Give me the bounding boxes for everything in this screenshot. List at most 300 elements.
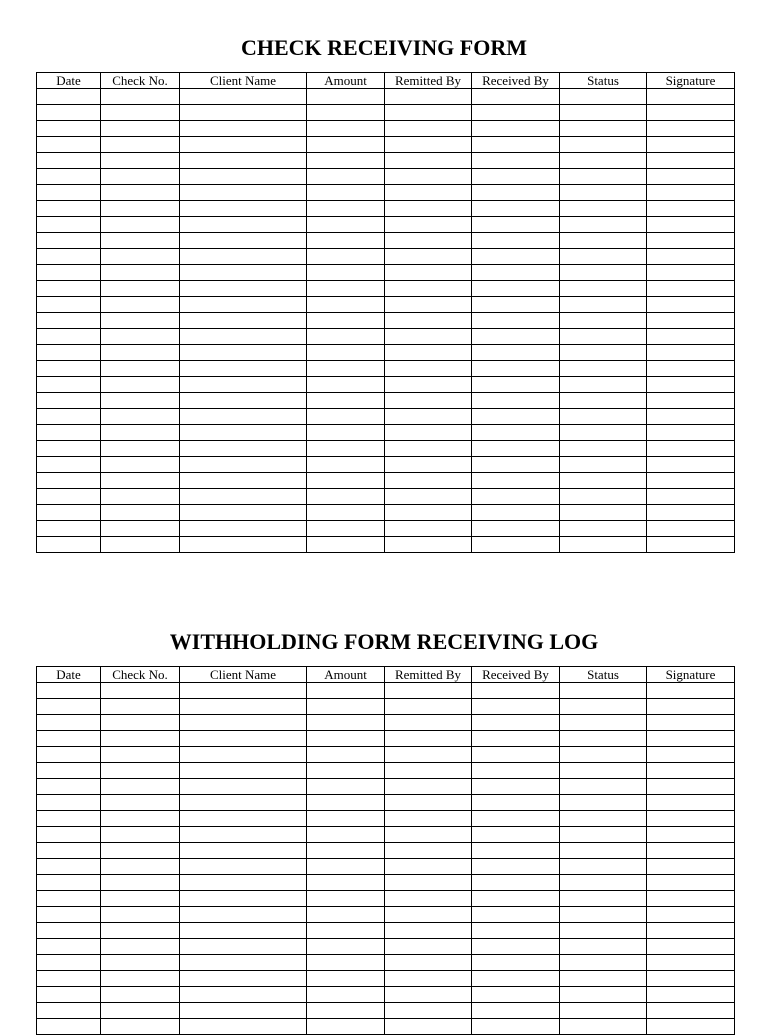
signature-cell[interactable] (647, 505, 735, 521)
remitted-by-cell[interactable] (385, 457, 472, 473)
date-cell[interactable] (37, 699, 101, 715)
amount-cell[interactable] (307, 811, 385, 827)
check-no-cell[interactable] (101, 521, 180, 537)
status-cell[interactable] (560, 137, 647, 153)
check-no-cell[interactable] (101, 505, 180, 521)
amount-cell[interactable] (307, 747, 385, 763)
check-no-cell[interactable] (101, 393, 180, 409)
remitted-by-cell[interactable] (385, 217, 472, 233)
date-cell[interactable] (37, 425, 101, 441)
date-cell[interactable] (37, 441, 101, 457)
client-name-cell[interactable] (180, 907, 307, 923)
received-by-cell[interactable] (472, 731, 560, 747)
status-cell[interactable] (560, 441, 647, 457)
signature-cell[interactable] (647, 265, 735, 281)
client-name-cell[interactable] (180, 313, 307, 329)
status-cell[interactable] (560, 987, 647, 1003)
amount-cell[interactable] (307, 699, 385, 715)
signature-cell[interactable] (647, 393, 735, 409)
amount-cell[interactable] (307, 731, 385, 747)
status-cell[interactable] (560, 393, 647, 409)
amount-cell[interactable] (307, 409, 385, 425)
date-cell[interactable] (37, 281, 101, 297)
amount-cell[interactable] (307, 505, 385, 521)
date-cell[interactable] (37, 891, 101, 907)
remitted-by-cell[interactable] (385, 971, 472, 987)
received-by-cell[interactable] (472, 779, 560, 795)
client-name-cell[interactable] (180, 683, 307, 699)
remitted-by-cell[interactable] (385, 505, 472, 521)
status-cell[interactable] (560, 1019, 647, 1035)
amount-cell[interactable] (307, 169, 385, 185)
date-cell[interactable] (37, 683, 101, 699)
remitted-by-cell[interactable] (385, 1019, 472, 1035)
remitted-by-cell[interactable] (385, 843, 472, 859)
received-by-cell[interactable] (472, 441, 560, 457)
status-cell[interactable] (560, 811, 647, 827)
remitted-by-cell[interactable] (385, 955, 472, 971)
signature-cell[interactable] (647, 425, 735, 441)
check-no-cell[interactable] (101, 859, 180, 875)
amount-cell[interactable] (307, 923, 385, 939)
remitted-by-cell[interactable] (385, 201, 472, 217)
amount-cell[interactable] (307, 779, 385, 795)
remitted-by-cell[interactable] (385, 779, 472, 795)
remitted-by-cell[interactable] (385, 747, 472, 763)
received-by-cell[interactable] (472, 923, 560, 939)
check-no-cell[interactable] (101, 731, 180, 747)
client-name-cell[interactable] (180, 393, 307, 409)
received-by-cell[interactable] (472, 217, 560, 233)
status-cell[interactable] (560, 409, 647, 425)
check-no-cell[interactable] (101, 249, 180, 265)
received-by-cell[interactable] (472, 843, 560, 859)
check-no-cell[interactable] (101, 137, 180, 153)
client-name-cell[interactable] (180, 169, 307, 185)
received-by-cell[interactable] (472, 137, 560, 153)
remitted-by-cell[interactable] (385, 89, 472, 105)
check-no-cell[interactable] (101, 747, 180, 763)
received-by-cell[interactable] (472, 393, 560, 409)
date-cell[interactable] (37, 811, 101, 827)
client-name-cell[interactable] (180, 345, 307, 361)
signature-cell[interactable] (647, 329, 735, 345)
amount-cell[interactable] (307, 441, 385, 457)
check-no-cell[interactable] (101, 105, 180, 121)
client-name-cell[interactable] (180, 795, 307, 811)
date-cell[interactable] (37, 939, 101, 955)
check-no-cell[interactable] (101, 153, 180, 169)
remitted-by-cell[interactable] (385, 795, 472, 811)
remitted-by-cell[interactable] (385, 811, 472, 827)
check-no-cell[interactable] (101, 489, 180, 505)
check-no-cell[interactable] (101, 185, 180, 201)
check-no-cell[interactable] (101, 425, 180, 441)
amount-cell[interactable] (307, 859, 385, 875)
check-no-cell[interactable] (101, 121, 180, 137)
received-by-cell[interactable] (472, 715, 560, 731)
date-cell[interactable] (37, 153, 101, 169)
remitted-by-cell[interactable] (385, 425, 472, 441)
status-cell[interactable] (560, 715, 647, 731)
date-cell[interactable] (37, 473, 101, 489)
received-by-cell[interactable] (472, 537, 560, 553)
received-by-cell[interactable] (472, 313, 560, 329)
received-by-cell[interactable] (472, 169, 560, 185)
status-cell[interactable] (560, 1003, 647, 1019)
date-cell[interactable] (37, 827, 101, 843)
amount-cell[interactable] (307, 201, 385, 217)
check-no-cell[interactable] (101, 891, 180, 907)
check-no-cell[interactable] (101, 473, 180, 489)
status-cell[interactable] (560, 779, 647, 795)
check-no-cell[interactable] (101, 361, 180, 377)
date-cell[interactable] (37, 105, 101, 121)
signature-cell[interactable] (647, 249, 735, 265)
check-no-cell[interactable] (101, 217, 180, 233)
check-no-cell[interactable] (101, 939, 180, 955)
client-name-cell[interactable] (180, 537, 307, 553)
client-name-cell[interactable] (180, 763, 307, 779)
status-cell[interactable] (560, 457, 647, 473)
amount-cell[interactable] (307, 891, 385, 907)
date-cell[interactable] (37, 971, 101, 987)
amount-cell[interactable] (307, 827, 385, 843)
signature-cell[interactable] (647, 859, 735, 875)
remitted-by-cell[interactable] (385, 105, 472, 121)
received-by-cell[interactable] (472, 521, 560, 537)
amount-cell[interactable] (307, 249, 385, 265)
signature-cell[interactable] (647, 153, 735, 169)
date-cell[interactable] (37, 923, 101, 939)
remitted-by-cell[interactable] (385, 939, 472, 955)
received-by-cell[interactable] (472, 907, 560, 923)
client-name-cell[interactable] (180, 137, 307, 153)
received-by-cell[interactable] (472, 89, 560, 105)
amount-cell[interactable] (307, 345, 385, 361)
client-name-cell[interactable] (180, 473, 307, 489)
date-cell[interactable] (37, 955, 101, 971)
client-name-cell[interactable] (180, 201, 307, 217)
client-name-cell[interactable] (180, 361, 307, 377)
status-cell[interactable] (560, 843, 647, 859)
check-no-cell[interactable] (101, 281, 180, 297)
client-name-cell[interactable] (180, 923, 307, 939)
date-cell[interactable] (37, 489, 101, 505)
remitted-by-cell[interactable] (385, 907, 472, 923)
client-name-cell[interactable] (180, 441, 307, 457)
client-name-cell[interactable] (180, 843, 307, 859)
client-name-cell[interactable] (180, 329, 307, 345)
check-no-cell[interactable] (101, 811, 180, 827)
client-name-cell[interactable] (180, 811, 307, 827)
status-cell[interactable] (560, 521, 647, 537)
remitted-by-cell[interactable] (385, 731, 472, 747)
signature-cell[interactable] (647, 121, 735, 137)
signature-cell[interactable] (647, 939, 735, 955)
status-cell[interactable] (560, 425, 647, 441)
client-name-cell[interactable] (180, 249, 307, 265)
status-cell[interactable] (560, 489, 647, 505)
amount-cell[interactable] (307, 763, 385, 779)
amount-cell[interactable] (307, 939, 385, 955)
amount-cell[interactable] (307, 457, 385, 473)
status-cell[interactable] (560, 939, 647, 955)
remitted-by-cell[interactable] (385, 185, 472, 201)
signature-cell[interactable] (647, 907, 735, 923)
signature-cell[interactable] (647, 1019, 735, 1035)
date-cell[interactable] (37, 249, 101, 265)
client-name-cell[interactable] (180, 827, 307, 843)
received-by-cell[interactable] (472, 987, 560, 1003)
amount-cell[interactable] (307, 955, 385, 971)
signature-cell[interactable] (647, 345, 735, 361)
signature-cell[interactable] (647, 185, 735, 201)
amount-cell[interactable] (307, 715, 385, 731)
client-name-cell[interactable] (180, 153, 307, 169)
date-cell[interactable] (37, 185, 101, 201)
received-by-cell[interactable] (472, 201, 560, 217)
date-cell[interactable] (37, 169, 101, 185)
date-cell[interactable] (37, 987, 101, 1003)
received-by-cell[interactable] (472, 875, 560, 891)
client-name-cell[interactable] (180, 971, 307, 987)
received-by-cell[interactable] (472, 795, 560, 811)
date-cell[interactable] (37, 1003, 101, 1019)
signature-cell[interactable] (647, 169, 735, 185)
client-name-cell[interactable] (180, 715, 307, 731)
client-name-cell[interactable] (180, 1003, 307, 1019)
date-cell[interactable] (37, 217, 101, 233)
status-cell[interactable] (560, 891, 647, 907)
status-cell[interactable] (560, 875, 647, 891)
remitted-by-cell[interactable] (385, 521, 472, 537)
status-cell[interactable] (560, 683, 647, 699)
signature-cell[interactable] (647, 377, 735, 393)
date-cell[interactable] (37, 201, 101, 217)
amount-cell[interactable] (307, 153, 385, 169)
status-cell[interactable] (560, 763, 647, 779)
signature-cell[interactable] (647, 297, 735, 313)
check-no-cell[interactable] (101, 955, 180, 971)
amount-cell[interactable] (307, 185, 385, 201)
date-cell[interactable] (37, 409, 101, 425)
client-name-cell[interactable] (180, 699, 307, 715)
amount-cell[interactable] (307, 233, 385, 249)
received-by-cell[interactable] (472, 1019, 560, 1035)
signature-cell[interactable] (647, 489, 735, 505)
amount-cell[interactable] (307, 105, 385, 121)
status-cell[interactable] (560, 537, 647, 553)
amount-cell[interactable] (307, 683, 385, 699)
remitted-by-cell[interactable] (385, 699, 472, 715)
received-by-cell[interactable] (472, 329, 560, 345)
client-name-cell[interactable] (180, 425, 307, 441)
status-cell[interactable] (560, 329, 647, 345)
date-cell[interactable] (37, 907, 101, 923)
remitted-by-cell[interactable] (385, 859, 472, 875)
check-no-cell[interactable] (101, 1003, 180, 1019)
client-name-cell[interactable] (180, 859, 307, 875)
signature-cell[interactable] (647, 89, 735, 105)
signature-cell[interactable] (647, 473, 735, 489)
date-cell[interactable] (37, 89, 101, 105)
remitted-by-cell[interactable] (385, 1003, 472, 1019)
received-by-cell[interactable] (472, 297, 560, 313)
check-no-cell[interactable] (101, 297, 180, 313)
remitted-by-cell[interactable] (385, 409, 472, 425)
date-cell[interactable] (37, 329, 101, 345)
amount-cell[interactable] (307, 217, 385, 233)
remitted-by-cell[interactable] (385, 489, 472, 505)
amount-cell[interactable] (307, 1003, 385, 1019)
date-cell[interactable] (37, 521, 101, 537)
client-name-cell[interactable] (180, 779, 307, 795)
signature-cell[interactable] (647, 105, 735, 121)
client-name-cell[interactable] (180, 955, 307, 971)
remitted-by-cell[interactable] (385, 875, 472, 891)
received-by-cell[interactable] (472, 409, 560, 425)
check-no-cell[interactable] (101, 169, 180, 185)
received-by-cell[interactable] (472, 361, 560, 377)
date-cell[interactable] (37, 843, 101, 859)
signature-cell[interactable] (647, 955, 735, 971)
client-name-cell[interactable] (180, 521, 307, 537)
received-by-cell[interactable] (472, 891, 560, 907)
client-name-cell[interactable] (180, 409, 307, 425)
status-cell[interactable] (560, 89, 647, 105)
signature-cell[interactable] (647, 763, 735, 779)
signature-cell[interactable] (647, 683, 735, 699)
client-name-cell[interactable] (180, 731, 307, 747)
date-cell[interactable] (37, 779, 101, 795)
received-by-cell[interactable] (472, 489, 560, 505)
signature-cell[interactable] (647, 201, 735, 217)
signature-cell[interactable] (647, 441, 735, 457)
signature-cell[interactable] (647, 875, 735, 891)
signature-cell[interactable] (647, 281, 735, 297)
signature-cell[interactable] (647, 457, 735, 473)
date-cell[interactable] (37, 795, 101, 811)
status-cell[interactable] (560, 233, 647, 249)
received-by-cell[interactable] (472, 955, 560, 971)
signature-cell[interactable] (647, 795, 735, 811)
date-cell[interactable] (37, 1019, 101, 1035)
check-no-cell[interactable] (101, 715, 180, 731)
received-by-cell[interactable] (472, 683, 560, 699)
received-by-cell[interactable] (472, 457, 560, 473)
check-no-cell[interactable] (101, 89, 180, 105)
date-cell[interactable] (37, 361, 101, 377)
status-cell[interactable] (560, 281, 647, 297)
status-cell[interactable] (560, 201, 647, 217)
received-by-cell[interactable] (472, 233, 560, 249)
remitted-by-cell[interactable] (385, 153, 472, 169)
amount-cell[interactable] (307, 89, 385, 105)
signature-cell[interactable] (647, 233, 735, 249)
check-no-cell[interactable] (101, 233, 180, 249)
status-cell[interactable] (560, 361, 647, 377)
signature-cell[interactable] (647, 987, 735, 1003)
signature-cell[interactable] (647, 1003, 735, 1019)
check-no-cell[interactable] (101, 457, 180, 473)
received-by-cell[interactable] (472, 811, 560, 827)
client-name-cell[interactable] (180, 505, 307, 521)
remitted-by-cell[interactable] (385, 923, 472, 939)
check-no-cell[interactable] (101, 345, 180, 361)
amount-cell[interactable] (307, 537, 385, 553)
status-cell[interactable] (560, 923, 647, 939)
remitted-by-cell[interactable] (385, 329, 472, 345)
status-cell[interactable] (560, 185, 647, 201)
amount-cell[interactable] (307, 1019, 385, 1035)
check-no-cell[interactable] (101, 779, 180, 795)
amount-cell[interactable] (307, 473, 385, 489)
remitted-by-cell[interactable] (385, 537, 472, 553)
client-name-cell[interactable] (180, 377, 307, 393)
remitted-by-cell[interactable] (385, 345, 472, 361)
signature-cell[interactable] (647, 731, 735, 747)
status-cell[interactable] (560, 265, 647, 281)
received-by-cell[interactable] (472, 121, 560, 137)
remitted-by-cell[interactable] (385, 233, 472, 249)
amount-cell[interactable] (307, 361, 385, 377)
check-no-cell[interactable] (101, 699, 180, 715)
received-by-cell[interactable] (472, 827, 560, 843)
date-cell[interactable] (37, 233, 101, 249)
status-cell[interactable] (560, 907, 647, 923)
status-cell[interactable] (560, 955, 647, 971)
client-name-cell[interactable] (180, 875, 307, 891)
received-by-cell[interactable] (472, 473, 560, 489)
remitted-by-cell[interactable] (385, 377, 472, 393)
check-no-cell[interactable] (101, 875, 180, 891)
signature-cell[interactable] (647, 811, 735, 827)
check-no-cell[interactable] (101, 329, 180, 345)
signature-cell[interactable] (647, 923, 735, 939)
received-by-cell[interactable] (472, 939, 560, 955)
client-name-cell[interactable] (180, 265, 307, 281)
received-by-cell[interactable] (472, 859, 560, 875)
status-cell[interactable] (560, 747, 647, 763)
status-cell[interactable] (560, 505, 647, 521)
received-by-cell[interactable] (472, 377, 560, 393)
received-by-cell[interactable] (472, 249, 560, 265)
received-by-cell[interactable] (472, 505, 560, 521)
status-cell[interactable] (560, 971, 647, 987)
date-cell[interactable] (37, 859, 101, 875)
status-cell[interactable] (560, 377, 647, 393)
received-by-cell[interactable] (472, 185, 560, 201)
client-name-cell[interactable] (180, 987, 307, 1003)
signature-cell[interactable] (647, 827, 735, 843)
client-name-cell[interactable] (180, 457, 307, 473)
remitted-by-cell[interactable] (385, 313, 472, 329)
date-cell[interactable] (37, 457, 101, 473)
status-cell[interactable] (560, 699, 647, 715)
date-cell[interactable] (37, 875, 101, 891)
signature-cell[interactable] (647, 137, 735, 153)
amount-cell[interactable] (307, 971, 385, 987)
date-cell[interactable] (37, 121, 101, 137)
remitted-by-cell[interactable] (385, 987, 472, 1003)
remitted-by-cell[interactable] (385, 281, 472, 297)
signature-cell[interactable] (647, 521, 735, 537)
status-cell[interactable] (560, 731, 647, 747)
date-cell[interactable] (37, 313, 101, 329)
status-cell[interactable] (560, 217, 647, 233)
date-cell[interactable] (37, 505, 101, 521)
